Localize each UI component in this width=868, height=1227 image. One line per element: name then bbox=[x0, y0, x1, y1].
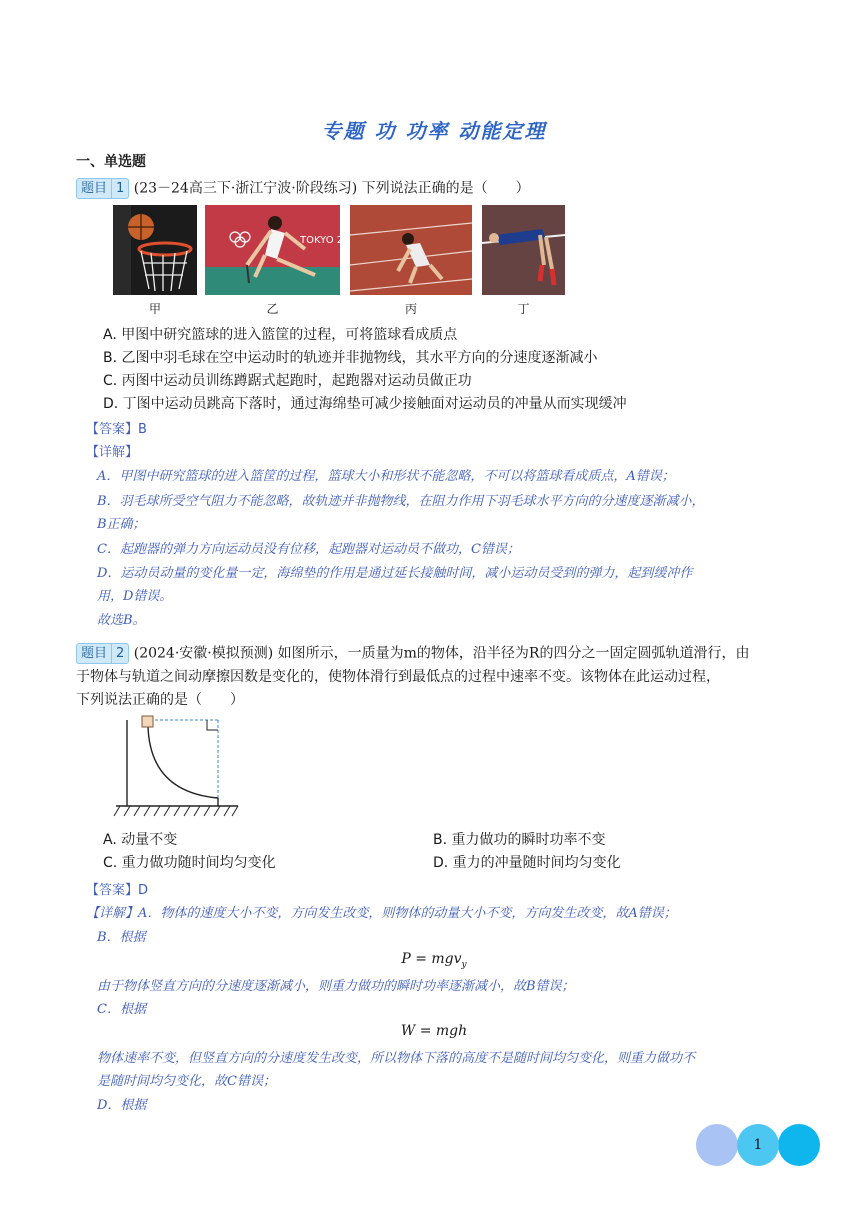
page-number: 1 bbox=[737, 1124, 779, 1166]
q1-option-a: A. 甲图中研究篮球的进入篮筐的过程，可将篮球看成质点 bbox=[103, 327, 458, 343]
q1-answer: 【答案】B bbox=[86, 422, 147, 437]
q2-option-a: A. 动量不变 bbox=[103, 832, 178, 848]
q2-explanation-line: 物体速率不变，但竖直方向的分速度发生改变，所以物体下落的高度不是随时间均匀变化，则重力做功不 bbox=[97, 1051, 696, 1066]
page-title: 专题 功 功率 动能定理 bbox=[321, 119, 547, 143]
q2-explanation-line: 【详解】A．物体的速度大小不变，方向发生改变，则物体的动量大小不变，方向发生改变，故A错误； bbox=[86, 906, 677, 921]
q1-option-d: D. 丁图中运动员跳高下落时，通过海绵垫可减少接触面对运动员的冲量从而实现缓冲 bbox=[103, 396, 627, 412]
quarter-circle-track-diagram bbox=[110, 712, 245, 822]
photo-caption-3: 丙 bbox=[404, 302, 417, 316]
photo-caption-4: 丁 bbox=[517, 302, 530, 316]
badminton-photo bbox=[205, 205, 350, 295]
basketball-photo bbox=[113, 205, 197, 295]
formula-work: W = mgh bbox=[400, 1023, 468, 1039]
q2-explanation-line: B．根据 bbox=[97, 930, 146, 945]
q1-explanation-line: 用，D错误。 bbox=[97, 589, 173, 604]
q1-explanation-line: D．运动员动量的变化量一定，海绵垫的作用是通过延长接触时间，减小运动员受到的弹力，起到缓冲作 bbox=[97, 566, 693, 581]
q1-option-b: B. 乙图中羽毛球在空中运动时的轨迹并非抛物线，其水平方向的分速度逐渐减小 bbox=[103, 350, 598, 366]
question-1-badge: 题目 1 bbox=[76, 178, 129, 199]
question-2-stem: (2024·安徽·模拟预测) 如图所示，一质量为m的物体，沿半径为R的四分之一固定圆弧轨道滑行，由 bbox=[133, 645, 750, 662]
question-2-stem: 于物体与轨道之间动摩擦因数是变化的，使物体滑行到最低点的过程中速率不变。该物体在此运动过程， bbox=[76, 669, 720, 685]
question-1-stem-line bbox=[76, 178, 530, 199]
q2-explanation-line: C．根据 bbox=[97, 1002, 146, 1017]
q1-detail-label: 【详解】 bbox=[86, 445, 139, 460]
q1-explanation-line: C．起跑器的弹力方向运动员没有位移，起跑器对运动员不做功，C错误； bbox=[97, 542, 520, 557]
svg-text:TOKYO 20: TOKYO 20 bbox=[300, 235, 350, 246]
q2-option-d: D. 重力的冲量随时间均匀变化 bbox=[433, 855, 621, 871]
sprint-start-photo bbox=[350, 205, 472, 295]
page-decor-circle-right bbox=[778, 1124, 820, 1166]
q2-explanation-line: D．根据 bbox=[97, 1098, 147, 1113]
question-2-stem: 下列说法正确的是（ ） bbox=[76, 692, 244, 708]
q1-explanation-line: B．羽毛球所受空气阻力不能忽略，故轨迹并非抛物线，在阻力作用下羽毛球水平方向的分速度逐渐减小， bbox=[97, 494, 705, 509]
question-2-stem-line bbox=[76, 643, 749, 664]
q2-option-b: B. 重力做功的瞬时功率不变 bbox=[433, 832, 606, 848]
q2-explanation-line: 是随时间均匀变化，故C错误； bbox=[97, 1074, 276, 1089]
q1-explanation-line: B正确； bbox=[97, 517, 146, 532]
q1-explanation-line: 故选B。 bbox=[97, 613, 146, 628]
page-decor-circle-left bbox=[696, 1124, 738, 1166]
question-2-badge: 题目 2 bbox=[76, 643, 129, 664]
photo-caption-1: 甲 bbox=[148, 302, 161, 316]
q2-answer: 【答案】D bbox=[86, 883, 149, 898]
q2-option-c: C. 重力做功随时间均匀变化 bbox=[103, 855, 276, 871]
q2-explanation-line: 由于物体竖直方向的分速度逐渐减小，则重力做功的瞬时功率逐渐减小，故B错误； bbox=[97, 979, 575, 994]
q1-option-c: C. 丙图中运动员训练蹲踞式起跑时，起跑器对运动员做正功 bbox=[103, 373, 472, 389]
formula-power: P = mgv$_y$ bbox=[401, 951, 467, 970]
high-jump-photo bbox=[482, 205, 565, 295]
question-1-stem: (23－24高三下·浙江宁波·阶段练习) 下列说法正确的是（ ） bbox=[133, 180, 530, 197]
photo-caption-2: 乙 bbox=[266, 302, 279, 316]
q1-explanation-line: A．甲图中研究篮球的进入篮筐的过程，篮球大小和形状不能忽略，不可以将篮球看成质点，A错误； bbox=[97, 469, 675, 484]
section-heading: 一、单选题 bbox=[76, 154, 146, 170]
